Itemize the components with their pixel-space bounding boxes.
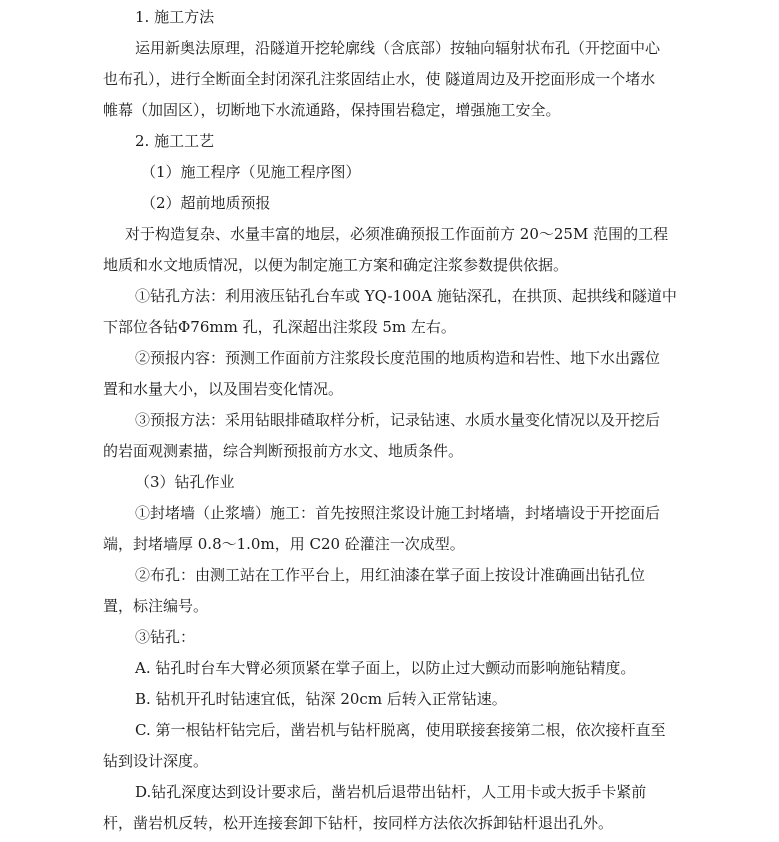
paragraph-line: 杆，凿岩机反转，松开连接套卸下钻杆，按同样方法依次拆卸钻杆退出孔外。: [103, 814, 614, 832]
paragraph-line: 帷幕（加固区），切断地下水流通路，保持围岩稳定，增强施工安全。: [103, 101, 561, 119]
paragraph-line: ②布孔：由测工站在工作平台上，用红油漆在掌子面上按设计准确画出钻孔位: [135, 566, 646, 584]
paragraph-line: ②预报内容：预测工作面前方注浆段长度范围的地质构造和岩性、地下水出露位: [135, 349, 661, 367]
paragraph-line: 运用新奥法原理，沿隧道开挖轮廓线（含底部）按轴向辐射状布孔（开挖面中心: [135, 39, 661, 57]
paragraph-line: ③预报方法：采用钻眼排碴取样分析，记录钻速、水质水量变化情况以及开挖后: [135, 411, 661, 429]
paragraph-line: 钻到设计深度。: [103, 752, 209, 770]
paragraph-line: ①封堵墙（止浆墙）施工：首先按照注浆设计施工封堵墙，封堵墙设于开挖面后: [135, 504, 661, 522]
paragraph-line: 下部位各钻Φ76mm 孔，孔深超出注浆段 5m 左右。: [103, 318, 456, 336]
subheading-geological-forecast: （2）超前地质预报: [141, 194, 271, 212]
paragraph-line: 端，封堵墙厚 0.8～1.0m，用 C20 砼灌注一次成型。: [103, 535, 465, 553]
list-item: D.钻孔深度达到设计要求后，凿岩机后退带出钻杆，人工用卡或大扳手卡紧前: [135, 783, 647, 801]
list-item: A. 钻孔时台车大臂必须顶紧在掌子面上，以防止过大颤动而影响施钻精度。: [135, 659, 636, 677]
paragraph-line: ③钻孔：: [135, 628, 196, 646]
paragraph-line: 也布孔），进行全断面全封闭深孔注浆固结止水，使 隧道周边及开挖面形成一个堵水: [103, 70, 656, 88]
paragraph-line: 的岩面观测素描，综合判断预报前方水文、地质条件。: [103, 442, 464, 460]
subheading-procedure: （1）施工程序（见施工程序图）: [141, 163, 361, 181]
list-item: B. 钻机开孔时钻速宜低，钻深 20cm 后转入正常钻速。: [135, 690, 507, 708]
heading-construction-process: 2. 施工工艺: [135, 132, 215, 150]
paragraph-line: 置，标注编号。: [103, 597, 209, 615]
paragraph-line: 地质和水文地质情况，以便为制定施工方案和确定注浆参数提供依据。: [103, 256, 569, 274]
list-item: C. 第一根钻杆钻完后，凿岩机与钻杆脱离，使用联接套接第二根，依次接杆直至: [135, 721, 666, 739]
heading-construction-method: 1. 施工方法: [135, 8, 215, 26]
subheading-drilling: （3）钻孔作业: [135, 473, 235, 491]
paragraph-line: 对于构造复杂、水量丰富的地层，必须准确预报工作面前方 20～25M 范围的工程: [125, 225, 669, 243]
paragraph-line: ①钻孔方法：利用液压钻孔台车或 YQ-100A 施钻深孔，在拱顶、起拱线和隧道中: [135, 287, 677, 305]
paragraph-line: 置和水量大小，以及围岩变化情况。: [103, 380, 344, 398]
